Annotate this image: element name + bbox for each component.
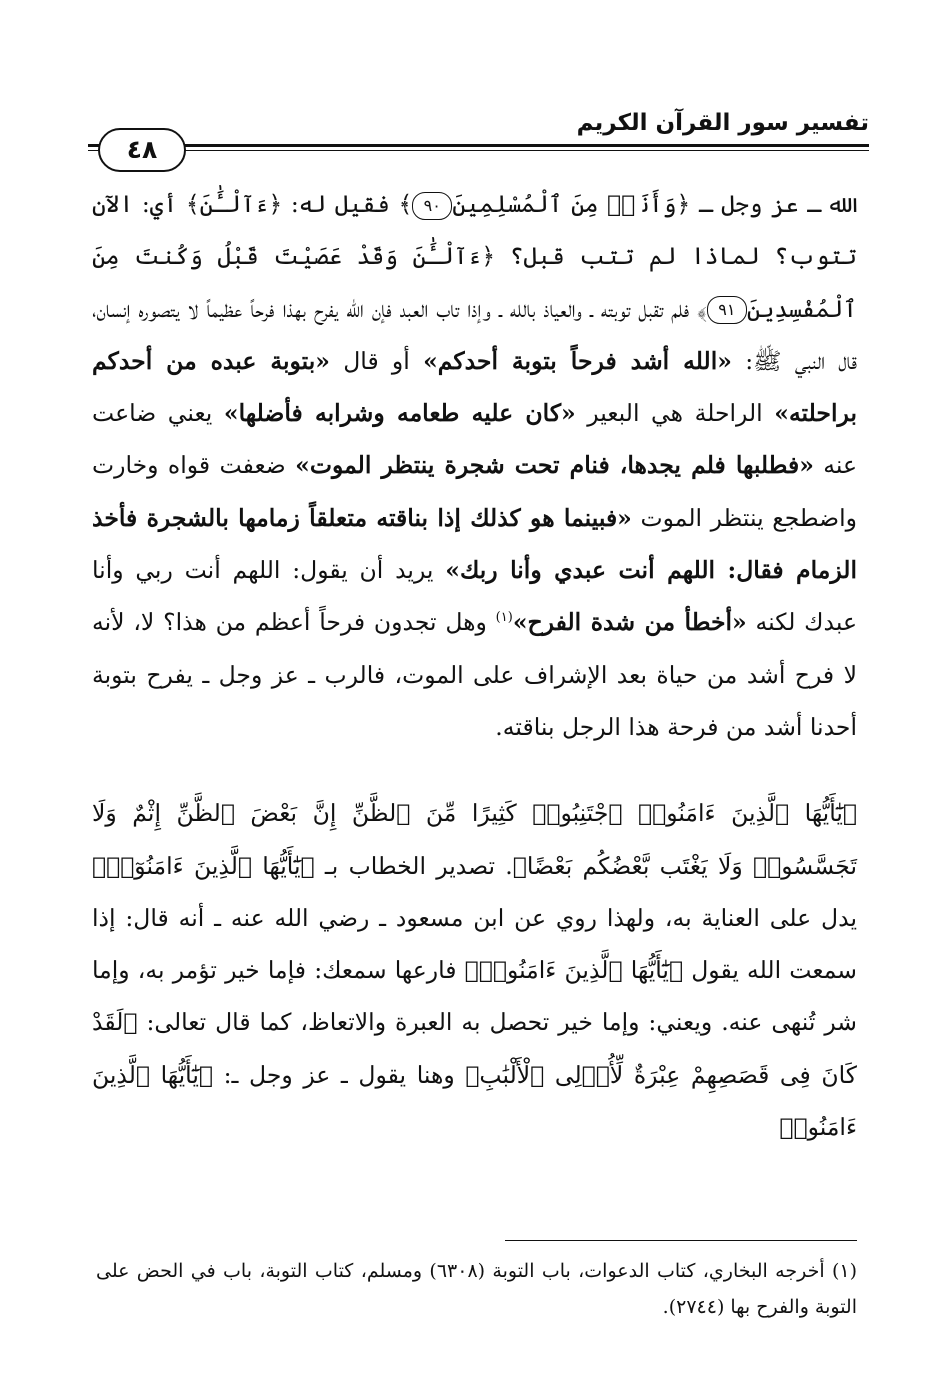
text-run: أو قال (329, 346, 424, 375)
quran-verse: ﴿ءَآلْـَٰٔنَ﴾ (185, 190, 283, 218)
text-run: فارعها سمعك: فإما خير تؤمر به، وإما شر تُنهى عنه. ويعني: وإما خير تحصل به العبرة والاتعاظ، كما قال تعالى: (92, 956, 857, 1037)
text-run: وهل تجدون فرحاً أعظم من هذا؟ لا، لأنه لا فرح أشد من حياة بعد الإشراف على الموت، فالرب ـ عز وجل ـ يفرح بتوبة أحدنا أشد من فرحة هذا الرجل بناقته. (92, 608, 857, 741)
quran-verse: ﴿يَٰٓأَيُّهَا ٱلَّذِينَ ءَامَنُوا۟ (92, 1060, 857, 1142)
hadith-quote: «فطلبها فلم يجدها، فنام تحت شجرة ينتظر الموت» (295, 451, 814, 480)
quran-verse: ﴿وَأَنَا۠ مِنَ ٱلْمُسْلِمِينَ (452, 190, 691, 218)
text-run: ﴾ فلم تقبل توبته ـ والعياذ بالله ـ وإذا تاب العبد فإن الله يفرح بهذا فرحاً عظيماً لا يتصوره إنسان، قال النبي ﷺ: (92, 294, 858, 375)
text-run: الله ـ عز وجل ـ (690, 190, 858, 218)
hadith-quote: «كان عليه طعامه وشرابه فأضلها» (223, 399, 576, 428)
hadith-quote: «أخطأ من شدة الفرح» (512, 608, 747, 637)
text-run: وهنا يقول ـ عز وجل ـ: (212, 1060, 466, 1089)
page-number: ٤٨ (98, 128, 186, 172)
text-run: أي: الآن تتوب؟ لماذا لم تتب قبل؟ (92, 190, 857, 271)
quran-verse: ﴿يَٰٓأَيُّهَا ٱلَّذِينَ ءَامَنُوٓا۟﴾ (92, 851, 315, 880)
footnotes (96, 1253, 857, 1325)
text-run: ضعفت قواه وخارت واضطجع ينتظر الموت (92, 451, 858, 532)
header-rule-thin (88, 150, 869, 151)
hadith-quote: «بتوبة عبده من أحدكم براحلته» (92, 346, 857, 428)
footnote-ref: (١) (495, 610, 513, 626)
text-run: يدل على العناية به، ولهذا روي عن ابن مسعود ـ رضي الله عنه ـ أنه قال: إذا سمعت الله يقول (92, 903, 857, 985)
header-rule (88, 144, 869, 147)
footnote-rule (505, 1240, 857, 1241)
text-run: الراحلة هي البعير (575, 399, 775, 428)
quran-verse: ﴿يَٰٓأَيُّهَا ٱلَّذِينَ ءَامَنُوا۟﴾ (464, 956, 684, 985)
text-run: يعني ضاعت عنه (92, 399, 857, 480)
hadith-quote: «فبينما هو كذلك إذا بناقته متعلقاً زمامها بالشجرة فأخذ الزمام فقال: اللهم أنت عبدي وأنا ربك» (92, 503, 857, 585)
text-run: ﴾ فقيل له: (282, 190, 413, 218)
footnote-1: (١) أخرجه البخاري، كتاب الدعوات، باب التوبة (٦٣٠٨) ومسلم، كتاب التوبة، باب في الحض على التوبة والفرح بها (٢٧٤٤). (96, 1260, 857, 1318)
text-run: يريد أن يقول: اللهم أنت ربي وأنا عبدك لكنه (92, 556, 857, 637)
ayah-number: ٩٠ (412, 192, 452, 220)
body-text (92, 178, 857, 1153)
quran-verse: ﴿ءَآلْـَٰٔنَ وَقَدْ عَصَيْتَ قَبْلُ وَكُنتَ مِنَ ٱلْمُفْسِدِينَ (92, 242, 857, 323)
paragraph-2 (92, 787, 857, 1153)
quran-verse: ﴿لَقَدْ كَانَ فِى قَصَصِهِمْ عِبْرَةٌ لِّأُو۟لِى ٱلْأَلْبَٰبِ﴾ (92, 1008, 857, 1089)
text-run: . تصدير الخطاب بـ (314, 851, 513, 880)
page-header (88, 104, 869, 174)
book-title: تفسير سور القرآن الكريم (576, 110, 869, 136)
hadith-quote: «الله أشد فرحاً بتوبة أحدكم» (423, 346, 732, 375)
quran-verse: ﴿يَٰٓأَيُّهَا ٱلَّذِينَ ءَامَنُوا۟ ٱجْتَنِبُوا۟ كَثِيرًا مِّنَ ٱلظَّنِّ إِنَّ بَعْضَ ٱلظَّنِّ إِثْمٌ وَلَا تَجَسَّسُوا۟ وَلَا يَغْتَب بَّعْضُكُم بَعْضًا﴾ (92, 799, 857, 880)
paragraph-1 (92, 178, 857, 753)
ayah-number: ٩١ (707, 296, 747, 324)
